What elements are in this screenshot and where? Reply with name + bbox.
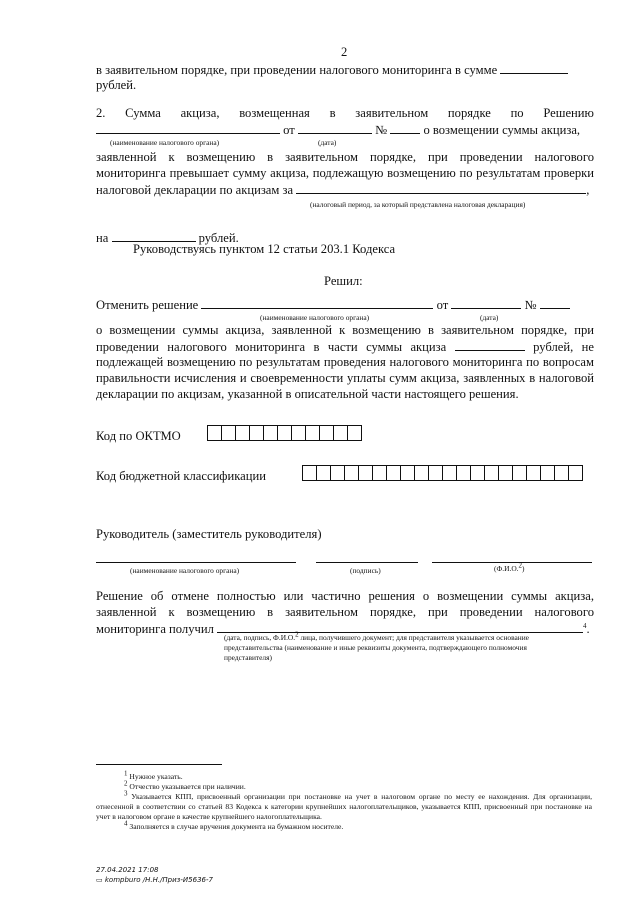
- cancel-date-blank[interactable]: [451, 296, 521, 309]
- received-caption-2: представительства (наименование и иные реквизиты документа, подтверждающего полномочия: [224, 643, 527, 652]
- footnote-4: $^4$ Заполняется в случае вручения документа на бумажном носителе.: [124, 819, 344, 831]
- cancel-caption-date: (дата): [480, 313, 499, 322]
- cancel-number-blank[interactable]: [540, 296, 570, 309]
- footnote-3: $^3$ Указывается КПП, присвоенный организации при постановке на учет в налоговом органе по месту ее нахождения. Для организации, отнесенной в соответствии со статьей 83 Кодекса к категории крупнейших налогоплательщиков, указывается КПП, присвоенный при постановке на учет в налоговом органе в качестве крупнейшего налогоплательщика.: [96, 789, 592, 821]
- organ-signature-line[interactable]: [96, 562, 296, 563]
- caption-signature: (подпись): [350, 566, 381, 575]
- item2-organ-blank[interactable]: [96, 121, 280, 134]
- kbk-code-boxes[interactable]: [302, 465, 583, 481]
- cancel-line-4: подлежащей возмещению по результатам проведения налогового мониторинга по вопросам: [96, 355, 594, 369]
- footnote-1: $^1$ Нужное указать.: [124, 769, 183, 781]
- decided-heading: Решил:: [324, 274, 363, 288]
- cancel-line-2: о возмещении суммы акциза, заявленной к возмещению в заявительном порядке, при: [96, 323, 594, 337]
- caption-date: (дата): [318, 138, 337, 147]
- item2-line-3: заявленной к возмещению в заявительном порядке, при проведении налогового: [96, 150, 594, 164]
- document-icon: ▭: [96, 876, 103, 884]
- caption-period: (налоговый период, за который представлена налоговая декларация): [310, 200, 526, 209]
- caption-organ: (наименование налогового органа): [110, 138, 220, 147]
- cancel-sum-blank[interactable]: [455, 338, 525, 351]
- intro-line-2: рублей.: [96, 78, 137, 92]
- received-caption-1: (дата, подпись, Ф.И.О.$^2$ лица, получившего документ; для представителя указывается основание: [224, 630, 529, 642]
- received-line-3: мониторинга получил $^4$.: [96, 621, 590, 636]
- item2-line-6: на рублей.: [96, 231, 239, 245]
- caption-sign-organ: (наименование налогового органа): [130, 566, 240, 575]
- print-timestamp: 27.04.2021 17:08: [96, 866, 159, 874]
- signature-line[interactable]: [316, 562, 418, 563]
- received-blank[interactable]: [217, 620, 583, 633]
- item2-line-4: мониторинга превышает сумму акциза, подлежащую возмещению по результатам проверки: [96, 166, 594, 180]
- received-line-1: Решение об отмене полностью или частично решения о возмещении суммы акциза,: [96, 589, 594, 603]
- footnote-2: $^2$ Отчество указывается при наличии.: [124, 779, 246, 791]
- page-number: 2: [341, 45, 348, 59]
- oktmo-code-boxes[interactable]: [207, 425, 362, 441]
- footnotes: [96, 769, 592, 832]
- item2-date-blank[interactable]: [298, 121, 372, 134]
- tax-period-blank[interactable]: [296, 181, 586, 194]
- item2-line-5: налоговой декларации по акцизам за ,: [96, 183, 590, 197]
- cancel-caption-organ: (наименование налогового органа): [260, 313, 370, 322]
- cancel-line-1: Отменить решение от №: [96, 296, 570, 313]
- oktmo-label: Код по ОКТМО: [96, 429, 181, 443]
- item2-line-1: 2. Сумма акциза, возмещенная в заявительном порядке по Решению: [96, 106, 594, 120]
- head-label: Руководитель (заместитель руководителя): [96, 527, 322, 541]
- received-caption-3: представителя): [224, 653, 272, 662]
- caption-fio: (Ф.И.О.$^2$): [494, 561, 525, 573]
- cancel-line-6: декларации по акцизам, указанной в описательной части настоящего решения.: [96, 387, 519, 401]
- item2-line-2: от № о возмещении суммы акциза,: [96, 121, 580, 138]
- intro-line-1: в заявительном порядке, при проведении налогового мониторинга в сумме: [96, 61, 568, 78]
- cancel-organ-blank[interactable]: [201, 296, 433, 309]
- cancel-line-3: проведении налогового мониторинга в части суммы акциза рублей, не: [96, 340, 594, 354]
- footnote-separator: [96, 764, 222, 765]
- kbk-label: Код бюджетной классификации: [96, 469, 266, 483]
- received-line-2: заявленной к возмещению в заявительном порядке, при проведении налогового: [96, 605, 594, 619]
- fio-signature-line[interactable]: [432, 562, 592, 563]
- print-path: ▭ kompburo /Н.Н./Приз-И5636-7: [96, 876, 213, 884]
- guided-by: Руководствуясь пунктом 12 статьи 203.1 Кодекса: [133, 242, 396, 256]
- cancel-line-5: правильности исчисления и своевременности уплаты сумм акциза, заявленных в налоговой: [96, 371, 594, 385]
- item2-number-blank[interactable]: [390, 121, 420, 134]
- amount-blank[interactable]: [500, 61, 568, 74]
